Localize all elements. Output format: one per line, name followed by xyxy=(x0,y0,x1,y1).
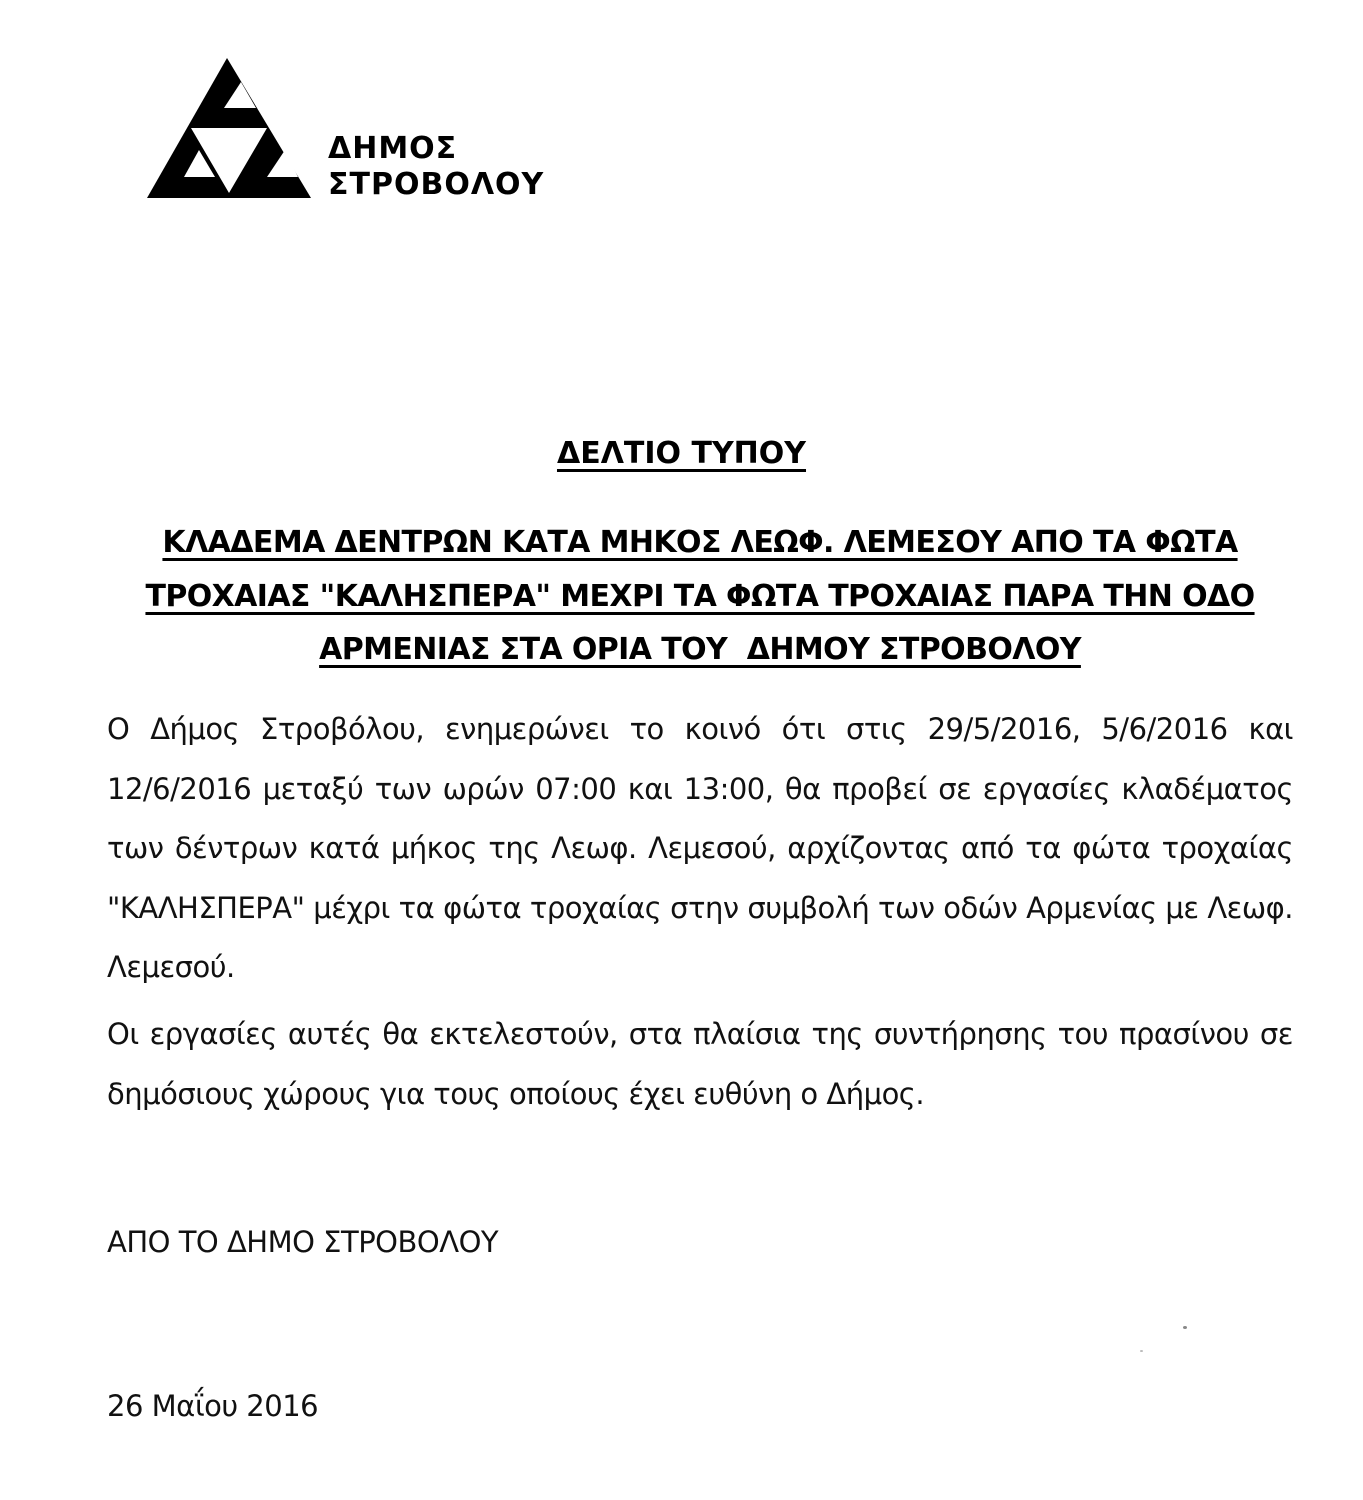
document-date: 26 Μαΐου 2016 xyxy=(107,1389,319,1423)
org-name xyxy=(328,131,544,203)
scan-speck xyxy=(1183,1326,1187,1329)
org-name-line2: ΣΤΡΟΒΟΛΟΥ xyxy=(328,167,545,202)
org-name-line1: ΔΗΜΟΣ xyxy=(328,131,458,166)
headline-line xyxy=(100,570,1300,624)
document-title: ΔΕΛΤΙΟ ΤΥΠΟΥ xyxy=(556,436,807,471)
headline xyxy=(100,516,1300,677)
headline-line-text: ΤΡΟΧΑΙΑΣ "ΚΑΛΗΣΠΕΡΑ" ΜΕΧΡΙ ΤΑ ΦΩΤΑ ΤΡΟΧΑΙΑΣ ΠΑΡΑ ΤΗΝ ΟΔΟ xyxy=(145,578,1255,614)
headline-line-text: ΑΡΜΕΝΙΑΣ ΣΤΑ ΟΡΙΑ ΤΟΥ ΔΗΜΟΥ ΣΤΡΟΒΟΛΟΥ xyxy=(319,632,1081,667)
signature: ΑΠΟ ΤΟ ΔΗΜΟ ΣΤΡΟΒΟΛΟΥ xyxy=(107,1225,499,1259)
body-paragraph: Οι εργασίες αυτές θα εκτελεστούν, στα πλαίσια της συντήρησης του πρασίνου σε δημόσιους χώρους για τους οποίους έχει ευθύνη ο Δήμος. xyxy=(107,1017,1293,1111)
headline-line xyxy=(100,516,1300,570)
dimos-strovolou-logo-icon xyxy=(140,52,320,207)
body-paragraph: Ο Δήμος Στροβόλου, ενημερώνει το κοινό ότι στις 29/5/2016, 5/6/2016 και 12/6/2016 μεταξύ των ωρών 07:00 και 13:00, θα προβεί σε εργασίες κλαδέματος των δέντρων κατά μήκος της Λεωφ. Λεμεσού, αρχίζοντας από τα φώτα τροχαίας "ΚΑΛΗΣΠΕΡΑ" μέχρι τα φώτα τροχαίας στην συμβολή των οδών Αρμενίας με Λεωφ. Λεμεσού. xyxy=(107,712,1293,984)
scan-speck xyxy=(1140,1350,1143,1352)
headline-line xyxy=(100,623,1300,677)
headline-line-text: ΚΛΑΔΕΜΑ ΔΕΝΤΡΩΝ ΚΑΤΑ ΜΗΚΟΣ ΛΕΩΦ. ΛΕΜΕΣΟΥ ΑΠΟ ΤΑ ΦΩΤΑ xyxy=(162,525,1238,560)
